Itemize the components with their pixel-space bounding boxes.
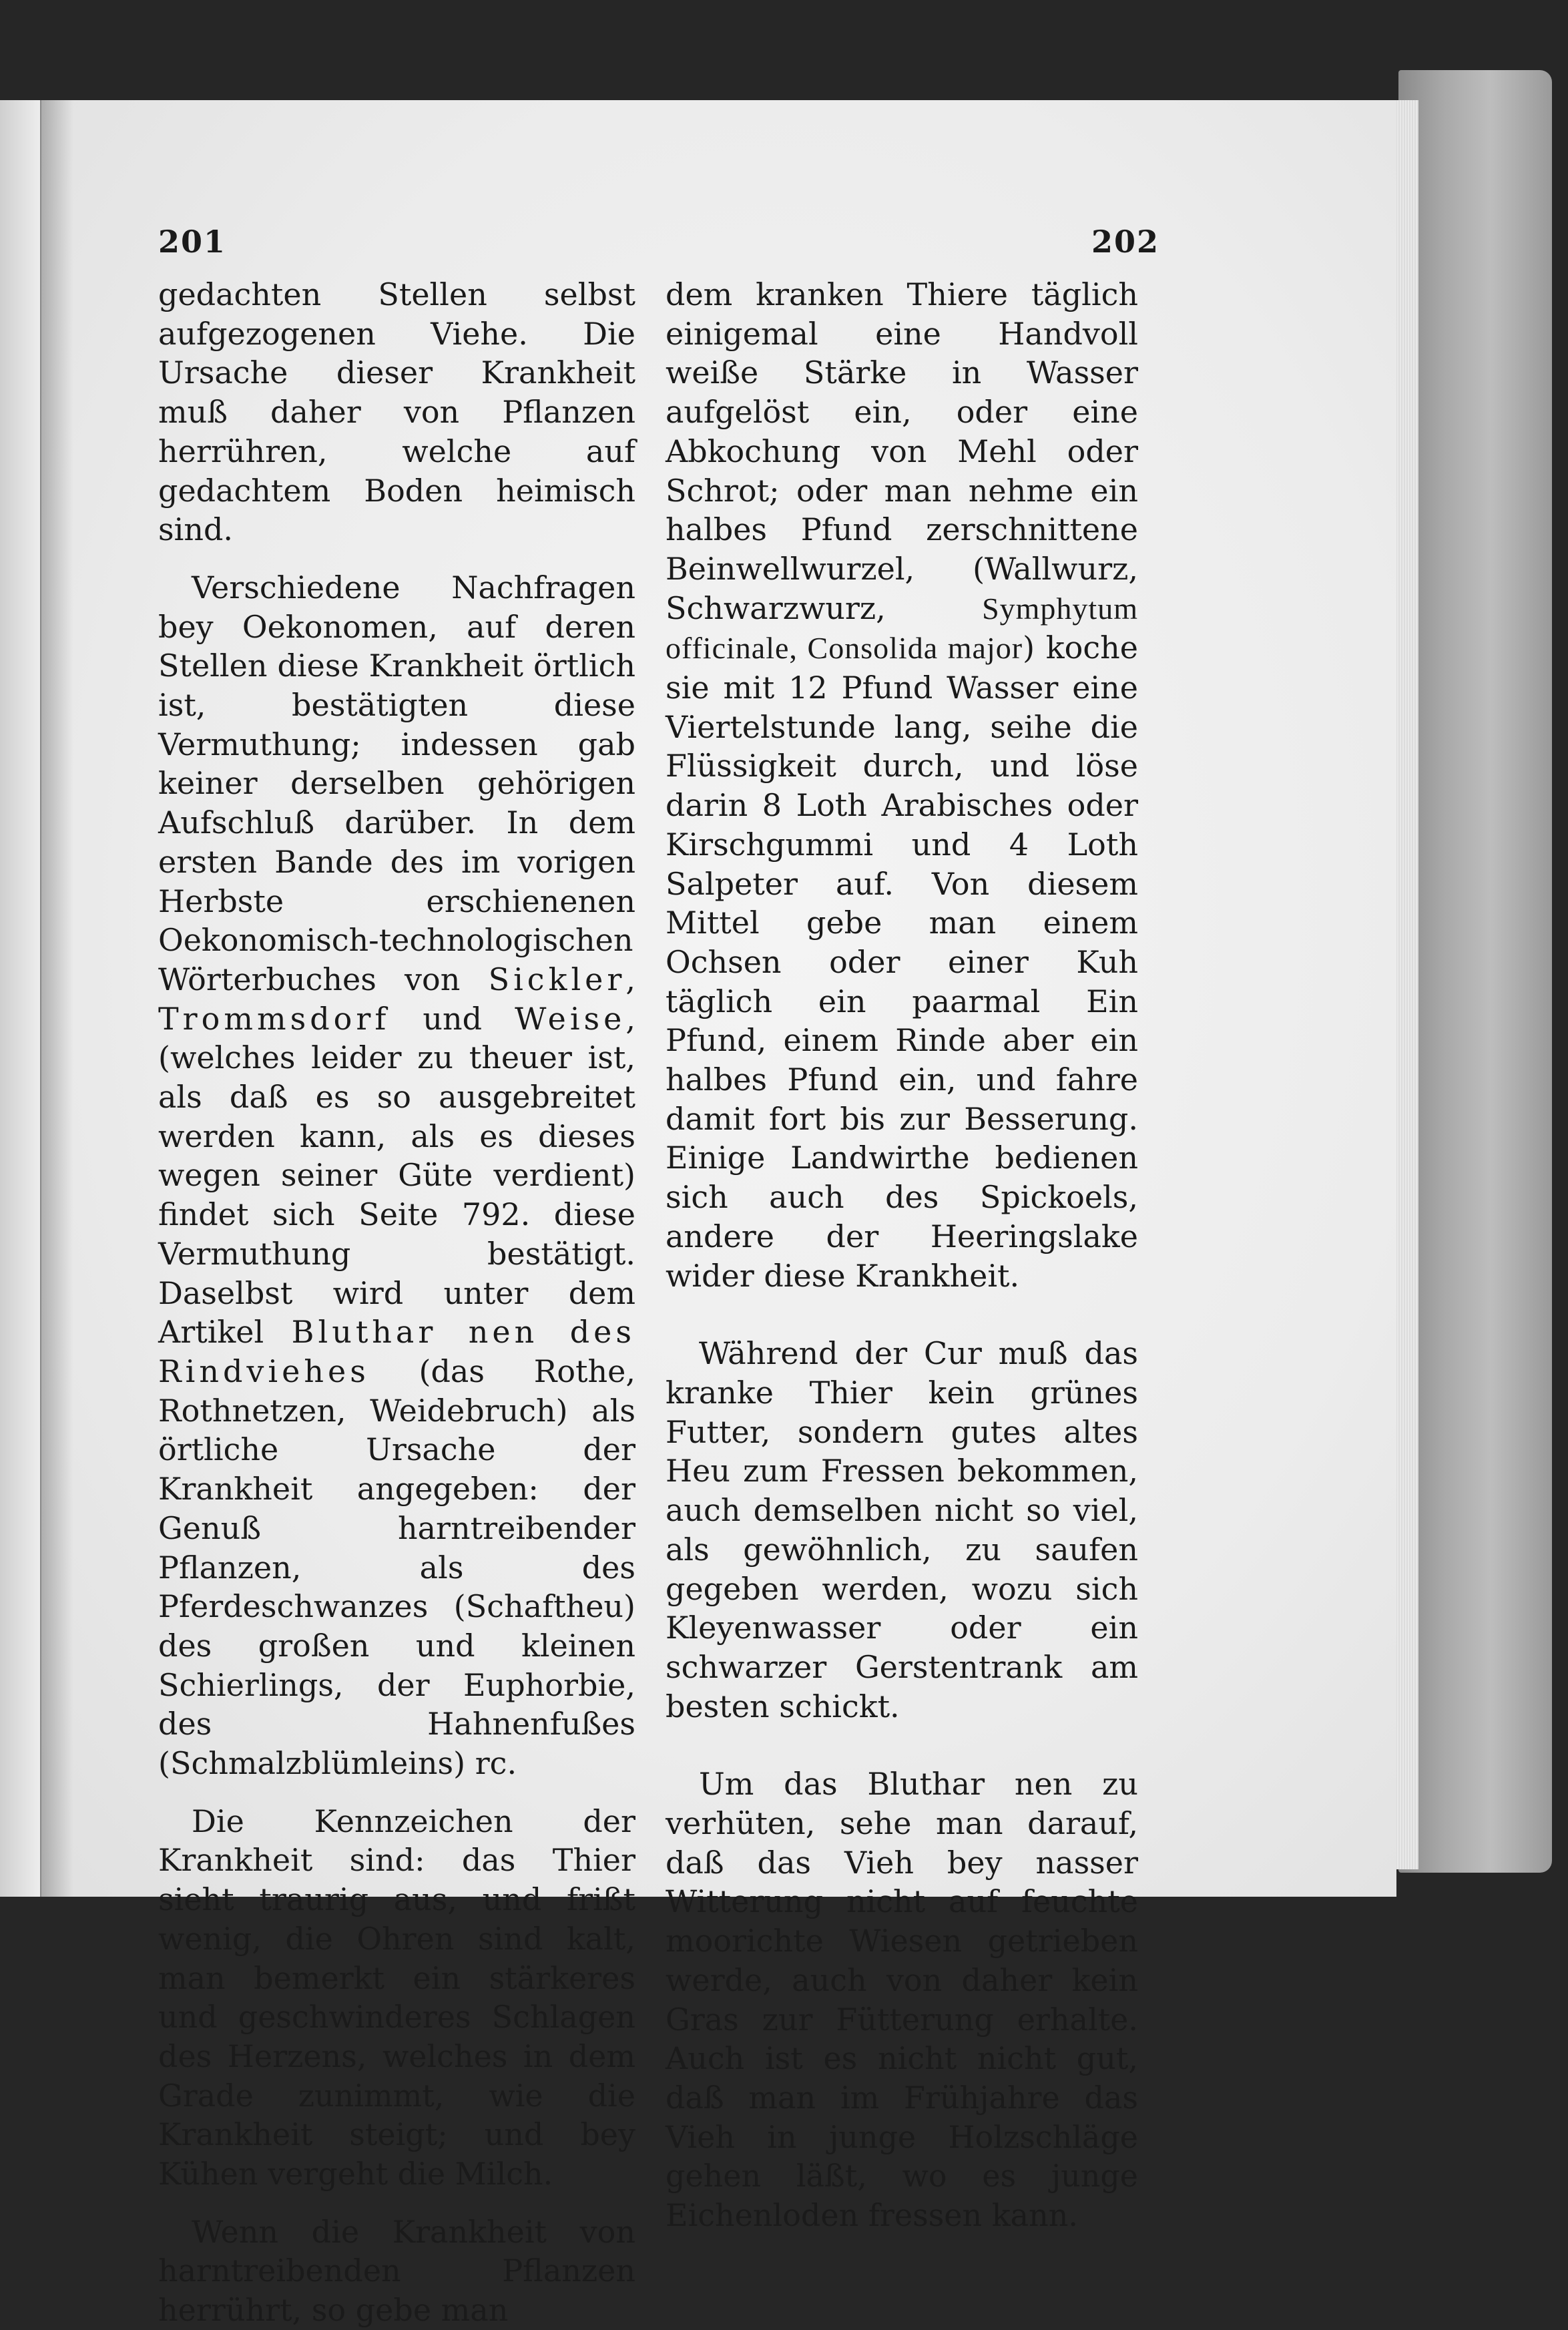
- paragraph: dem kranken Thiere täglich einigemal eine Handvoll weiße Stärke in Wasser aufgelöst ein, oder eine Abkochung von Mehl oder Schrot; oder man nehme ein halbes Pfund zerschnittene Beinwellwurzel, (Wallwurz, Schwarzwurz, Symphytum officinale, Consolida major) koche sie mit 12 Pfund Wasser eine Viertelstunde lang, seihe die Flüssigkeit durch, und löse darin 8 Loth Arabisches oder Kirschgummi und 4 Loth Salpeter auf. Von diesem Mittel gebe man einem Ochsen oder einer Kuh täglich ein paarmal Ein Pfund, einem Rinde aber ein halbes Pfund ein, und fahre damit fort bis zur Besserung. Einige Landwirthe bedienen sich auch des Spickoels, andere der Heeringslake wider diese Krankheit.: [666, 276, 1138, 1294]
- article-term: Bluthar nen des Rindviehes: [158, 1314, 635, 1389]
- latin-name: Symphytum officinale, Consolida major: [666, 591, 1138, 666]
- paragraph: Wenn die Krankheit von harntreibenden Pflanzen herrührt, so gebe man: [158, 2213, 635, 2329]
- book-cover-edge: [1398, 70, 1552, 1873]
- gutter-shadow: [40, 100, 73, 1897]
- paragraph: Die Kennzeichen der Krankheit sind: das Thier sieht traurig aus, und frißt wenig, die Ohren sind kalt, man bemerkt ein stärkeres und geschwinderes Schlagen des Herzens, welches in dem Grade zunimmt, wie die Krankheit steigt; und bey Kühen vergeht die Milch.: [158, 1803, 635, 2192]
- left-column: [158, 275, 635, 2330]
- page-number-left: 201: [158, 224, 227, 260]
- paragraph: Um das Bluthar nen zu verhüten, sehe man darauf, daß das Vieh bey nasser Witterung nicht auf feuchte moorichte Wiesen getrieben werde, auch von daher kein Gras zur Fütterung erhalte. Auch ist es nicht nicht gut, daß man im Frühjahre das Vieh in junge Holzschläge gehen läßt, wo es junge Eichenloden fressen kann.: [666, 1766, 1138, 2234]
- paragraph: Während der Cur muß das kranke Thier kein grünes Futter, sondern gutes altes Heu zum Fressen bekommen, auch demselben nicht so viel, als gewöhnlich, zu saufen gegeben werden, wozu sich Kleyenwasser oder ein schwarzer Gerstentrank am besten schickt.: [666, 1335, 1138, 1724]
- left-page-edge: [0, 100, 40, 1897]
- author-name: Sickler: [488, 961, 626, 997]
- page-number-right: 202: [1091, 224, 1160, 260]
- paragraph: gedachten Stellen selbst aufgezogenen Viehe. Die Ursache dieser Krankheit muß daher von Pflanzen herrühren, welche auf gedachtem Boden heimisch sind.: [158, 276, 635, 548]
- author-name: Trommsdorf: [158, 1000, 390, 1037]
- paragraph: Verschiedene Nachfragen bey Oekonomen, auf deren Stellen diese Krankheit örtlich ist, bestätigten diese Vermuthung; indessen gab keiner derselben gehörigen Aufschluß darüber. In dem ersten Bande des im vorigen Herbste erschienenen Oekonomisch-technologischen Wörterbuches von Sickler, Trommsdorf und Weise, (welches leider zu theuer ist, als daß es so ausgebreitet werden kann, als es dieses wegen seiner Güte verdient) findet sich Seite 792. diese Vermuthung bestätigt. Daselbst wird unter dem Artikel Bluthar nen des Rindviehes (das Rothe, Rothnetzen, Weidebruch) als örtliche Ursache der Krankheit angegeben: der Genuß harntreibender Pflanzen, als des Pferdeschwanzes (Schaftheu) des großen und kleinen Schierlings, der Euphorbie, des Hahnenfußes (Schmalzblümleins) rc.: [158, 569, 635, 1782]
- right-column: [666, 275, 1138, 2235]
- author-name: Weise: [515, 1000, 626, 1037]
